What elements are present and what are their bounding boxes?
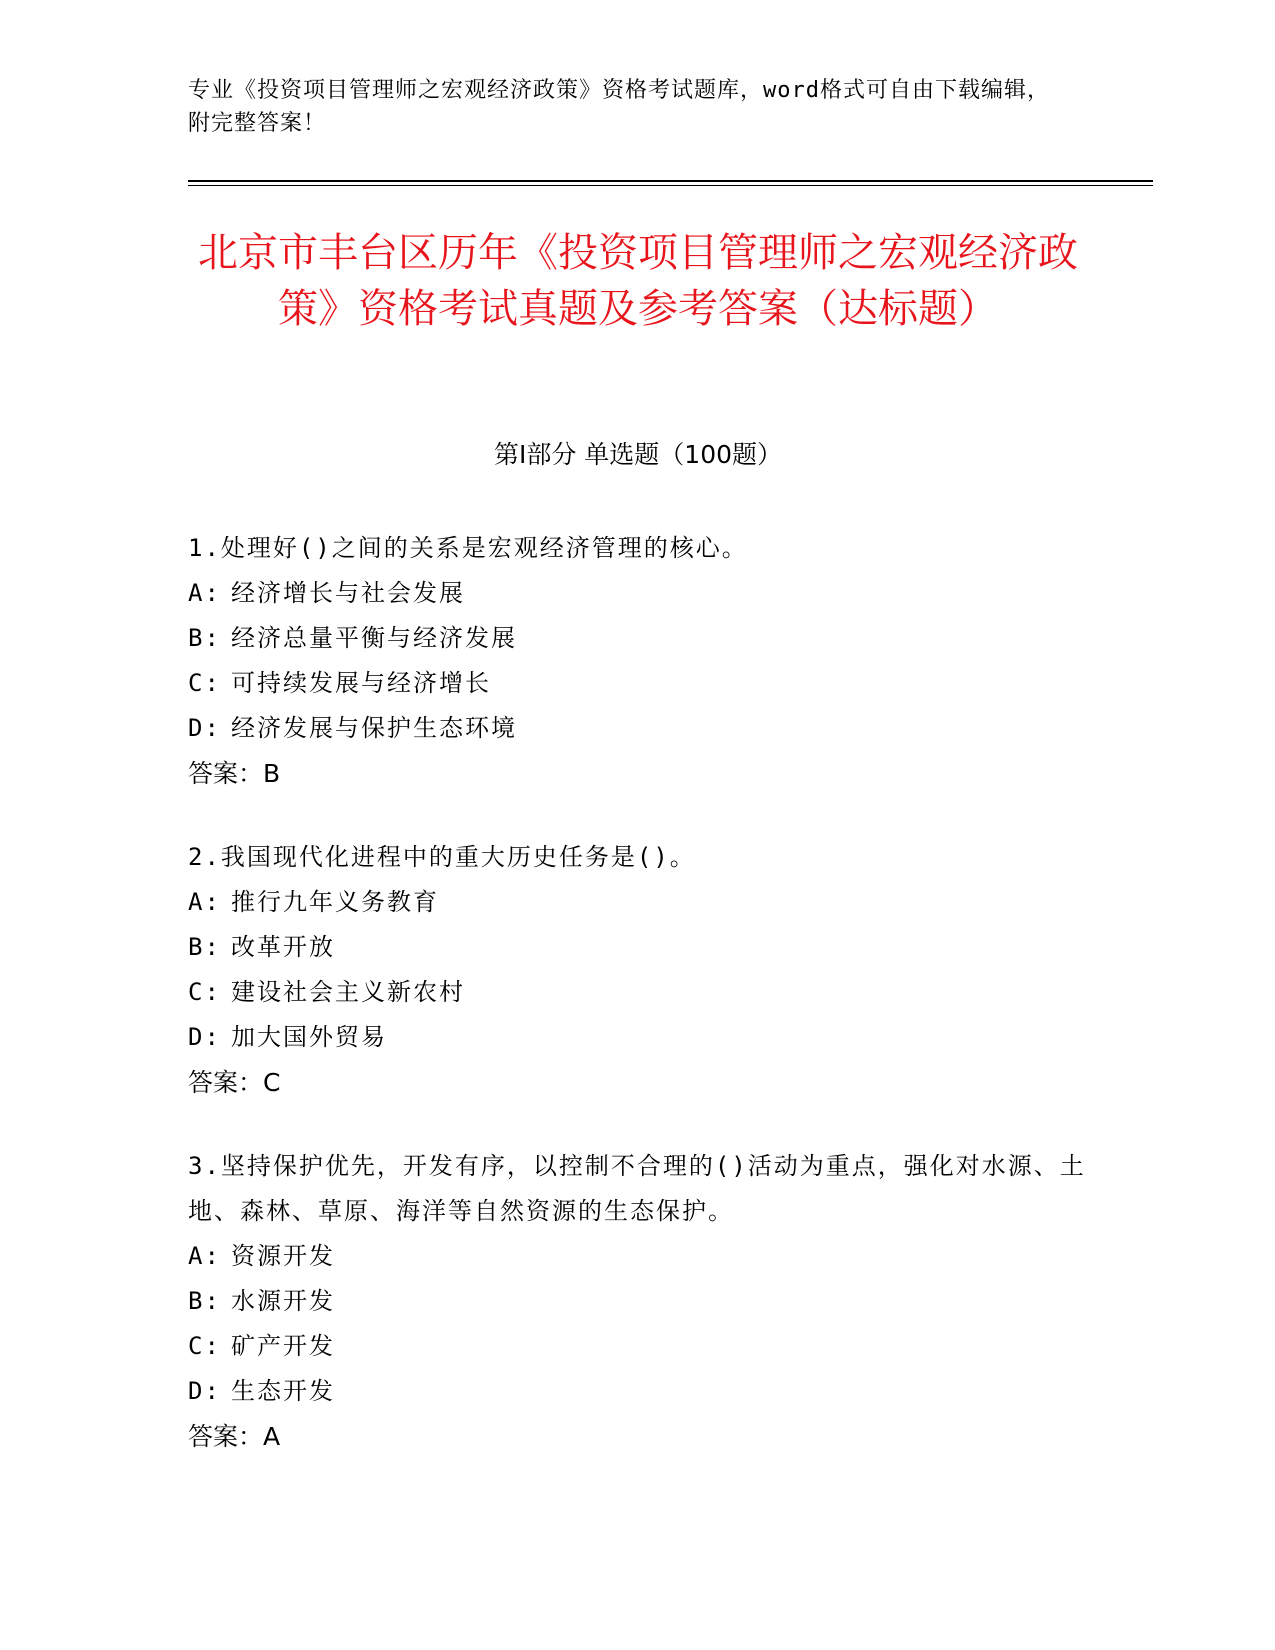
question-stem: 1.处理好()之间的关系是宏观经济管理的核心。 <box>188 534 748 562</box>
option-b <box>188 1279 1088 1324</box>
option-key: D: <box>188 714 221 742</box>
option-key: C: <box>188 669 221 697</box>
option-text: 经济发展与保护生态环境 <box>231 714 517 742</box>
question-stem: 2.我国现代化进程中的重大历史任务是()。 <box>188 843 696 871</box>
option-key: B: <box>188 1287 221 1315</box>
question-2 <box>188 835 1088 1105</box>
option-key: D: <box>188 1377 221 1405</box>
option-text: 可持续发展与经济增长 <box>231 669 491 697</box>
option-c <box>188 1324 1088 1369</box>
header-divider-thin <box>188 185 1153 186</box>
option-text: 水源开发 <box>231 1287 335 1315</box>
option-b <box>188 925 1088 970</box>
option-c <box>188 970 1088 1015</box>
option-text: 建设社会主义新农村 <box>231 978 465 1006</box>
option-text: 经济增长与社会发展 <box>231 579 465 607</box>
option-text: 推行九年义务教育 <box>231 888 439 916</box>
section-title: 第I部分 单选题（100题） <box>493 440 783 469</box>
option-d <box>188 1015 1088 1060</box>
answer-label: 答案：C <box>188 1068 281 1097</box>
header-note: 专业《投资项目管理师之宏观经济政策》资格考试题库，word格式可自由下载编辑，附完整答案！ <box>188 78 1050 136</box>
option-d <box>188 1369 1088 1414</box>
question-stem: 3.坚持保护优先，开发有序，以控制不合理的()活动为重点，强化对水源、土地、森林、草原、海洋等自然资源的生态保护。 <box>188 1152 1086 1225</box>
header-divider-thick <box>188 180 1153 182</box>
option-text: 矿产开发 <box>231 1332 335 1360</box>
option-a <box>188 880 1088 925</box>
question-3 <box>188 1144 1088 1459</box>
option-text: 加大国外贸易 <box>231 1023 387 1051</box>
option-text: 改革开放 <box>231 933 335 961</box>
option-key: A: <box>188 579 221 607</box>
document-title: 北京市丰台区历年《投资项目管理师之宏观经济政策》资格考试真题及参考答案（达标题） <box>198 230 1078 332</box>
option-key: A: <box>188 1242 221 1270</box>
option-text: 生态开发 <box>231 1377 335 1405</box>
option-b <box>188 616 1088 661</box>
answer-label: 答案：A <box>188 1422 281 1451</box>
question-list <box>188 526 1088 1498</box>
option-text: 经济总量平衡与经济发展 <box>231 624 517 652</box>
option-c <box>188 661 1088 706</box>
option-key: A: <box>188 888 221 916</box>
option-key: B: <box>188 933 221 961</box>
option-key: D: <box>188 1023 221 1051</box>
option-a <box>188 1234 1088 1279</box>
answer-label: 答案：B <box>188 759 281 788</box>
option-key: C: <box>188 1332 221 1360</box>
option-key: C: <box>188 978 221 1006</box>
option-a <box>188 571 1088 616</box>
option-text: 资源开发 <box>231 1242 335 1270</box>
question-1 <box>188 526 1088 796</box>
option-key: B: <box>188 624 221 652</box>
option-d <box>188 706 1088 751</box>
